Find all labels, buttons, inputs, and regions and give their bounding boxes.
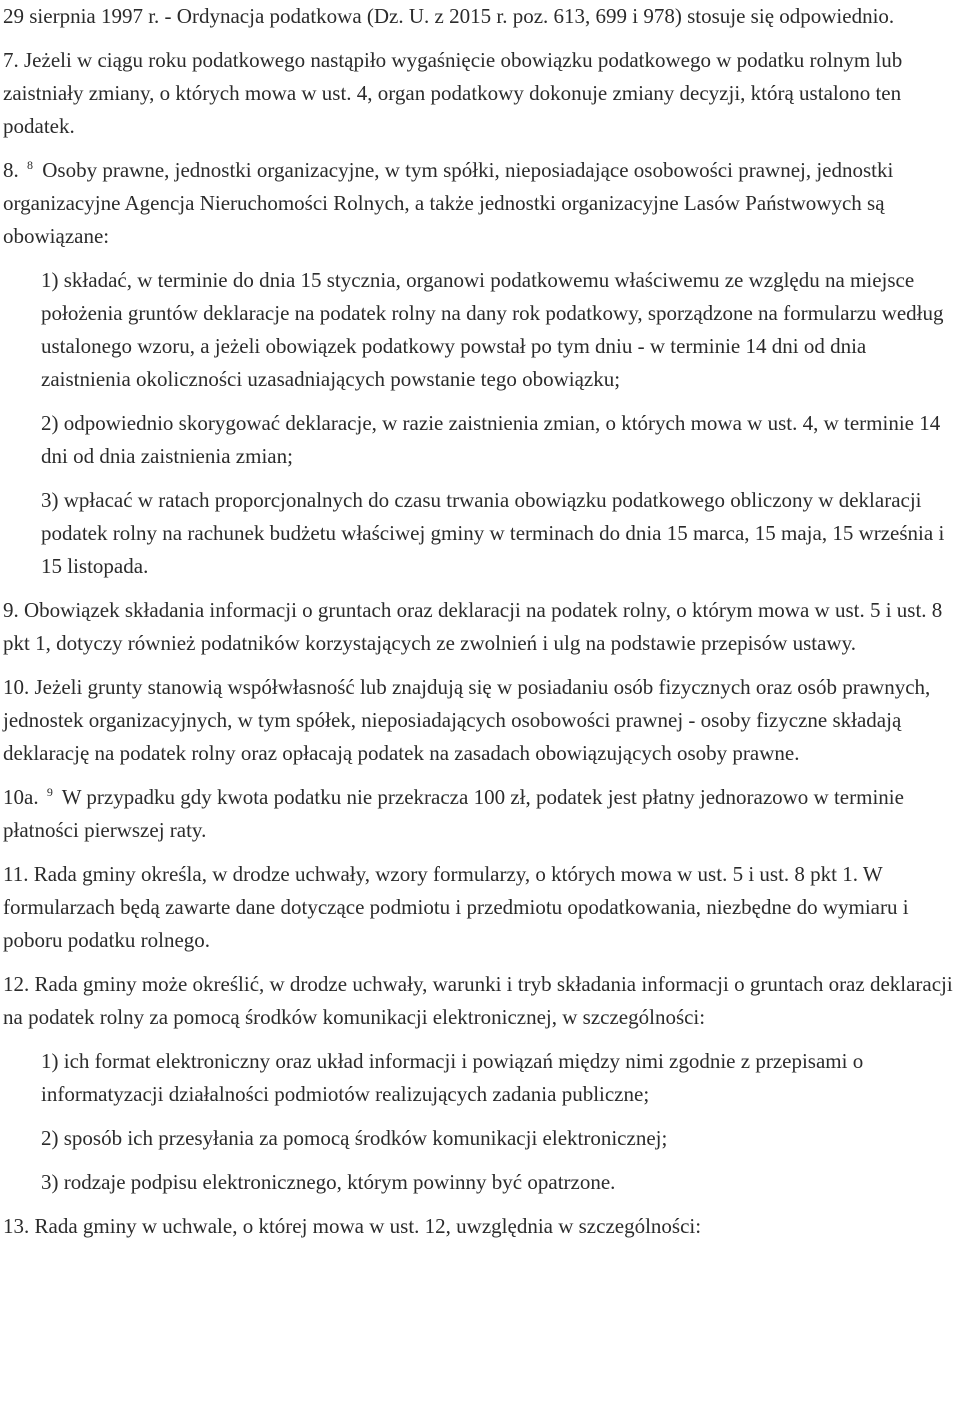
- paragraph-8: [3, 154, 958, 253]
- paragraph-number: 7.: [3, 48, 19, 72]
- document-page: [3, 0, 958, 1243]
- paragraph-10: [3, 671, 958, 770]
- list-item-marker: 3): [41, 1170, 59, 1194]
- paragraph-number: 11.: [3, 862, 29, 886]
- paragraph-number: 8.: [3, 158, 19, 182]
- paragraph-text: W przypadku gdy kwota podatku nie przekracza 100 zł, podatek jest płatny jednorazowo w terminie płatności pierwszej raty.: [3, 785, 904, 842]
- paragraph-text: Osoby prawne, jednostki organizacyjne, w tym spółki, nieposiadające osobowości prawnej, jednostki organizacyjne Agencja Nieruchomości Rolnych, a także jednostki organizacyjne Lasów Państwowych są obowiązane:: [3, 158, 894, 248]
- paragraph-text: Rada gminy w uchwale, o której mowa w ust. 12, uwzględnia w szczególności:: [34, 1214, 702, 1238]
- list-item: [41, 264, 958, 396]
- paragraph-number: 10a.: [3, 785, 39, 809]
- footnote-marker[interactable]: 9: [46, 785, 53, 799]
- paragraph-11: [3, 858, 958, 957]
- paragraph-number: 13.: [3, 1214, 30, 1238]
- list-item-text: sposób ich przesyłania za pomocą środków komunikacji elektronicznej;: [63, 1126, 668, 1150]
- list-item: [41, 1166, 958, 1199]
- list-item-text: odpowiednio skorygować deklaracje, w razie zaistnienia zmian, o których mowa w ust. 4, w terminie 14 dni od dnia zaistnienia zmian;: [41, 411, 941, 468]
- paragraph-number: 10.: [3, 675, 30, 699]
- paragraph-10a: [3, 781, 958, 847]
- list-item-marker: 1): [41, 268, 59, 292]
- list-item: [41, 407, 958, 473]
- list-item-marker: 2): [41, 411, 59, 435]
- paragraph-number: 12.: [3, 972, 30, 996]
- list-item-text: wpłacać w ratach proporcjonalnych do czasu trwania obowiązku podatkowego obliczony w deklaracji podatek rolny na rachunek budżetu właściwej gminy w terminach do dnia 15 marca, 15 maja, 15 września i 15 listopada.: [41, 488, 945, 578]
- list-item-marker: 2): [41, 1126, 59, 1150]
- intro-paragraph: [3, 0, 958, 33]
- paragraph-12: [3, 968, 958, 1034]
- paragraph-text: Obowiązek składania informacji o gruntach oraz deklaracji na podatek rolny, o którym mowa w ust. 5 i ust. 8 pkt 1, dotyczy również podatników korzystających ze zwolnień i ulg na podstawie przepisów ustawy.: [3, 598, 943, 655]
- paragraph-7: [3, 44, 958, 143]
- paragraph-text: Rada gminy może określić, w drodze uchwały, warunki i tryb składania informacji o gruntach oraz deklaracji na podatek rolny za pomocą środków komunikacji elektronicznej, w szczególności:: [3, 972, 953, 1029]
- paragraph-text: Rada gminy określa, w drodze uchwały, wzory formularzy, o których mowa w ust. 5 i ust. 8 pkt 1. W formularzach będą zawarte dane dotyczące podmiotu i przedmiotu opodatkowania, niezbędne do wymiaru i poboru podatku rolnego.: [3, 862, 909, 952]
- paragraph-text: Jeżeli w ciągu roku podatkowego nastąpiło wygaśnięcie obowiązku podatkowego w podatku rolnym lub zaistniały zmiany, o których mowa w ust. 4, organ podatkowy dokonuje zmiany decyzji, którą ustalono ten podatek.: [3, 48, 903, 138]
- footnote-marker[interactable]: 8: [27, 158, 33, 172]
- list-item: [41, 484, 958, 583]
- paragraph-text: Jeżeli grunty stanowią współwłasność lub znajdują się w posiadaniu osób fizycznych oraz osób prawnych, jednostek organizacyjnych, w tym spółek, nieposiadających osobowości prawnej - osoby fizyczne składają deklarację na podatek rolny oraz opłacają podatek na zasadach obowiązujących osoby prawne.: [3, 675, 931, 765]
- list-item-text: składać, w terminie do dnia 15 stycznia, organowi podatkowemu właściwemu ze względu na miejsce położenia gruntów deklaracje na podatek rolny na dany rok podatkowy, sporządzone na formularzu według ustalonego wzoru, a jeżeli obowiązek podatkowy powstał po tym dniu - w terminie 14 dni od dnia zaistnienia okoliczności uzasadniających powstanie tego obowiązku;: [41, 268, 944, 391]
- paragraph-13: [3, 1210, 958, 1243]
- paragraph-number: 9.: [3, 598, 19, 622]
- paragraph-9: [3, 594, 958, 660]
- list-item: [41, 1045, 958, 1111]
- list-item-text: rodzaje podpisu elektronicznego, którym powinny być opatrzone.: [63, 1170, 616, 1194]
- list-item-marker: 3): [41, 488, 59, 512]
- intro-text: 29 sierpnia 1997 r. - Ordynacja podatkowa (Dz. U. z 2015 r. poz. 613, 699 i 978) stosuje się odpowiednio.: [3, 4, 895, 28]
- list-item-marker: 1): [41, 1049, 59, 1073]
- list-item-text: ich format elektroniczny oraz układ informacji i powiązań między nimi zgodnie z przepisami o informatyzacji działalności podmiotów realizujących zadania publiczne;: [41, 1049, 864, 1106]
- list-item: [41, 1122, 958, 1155]
